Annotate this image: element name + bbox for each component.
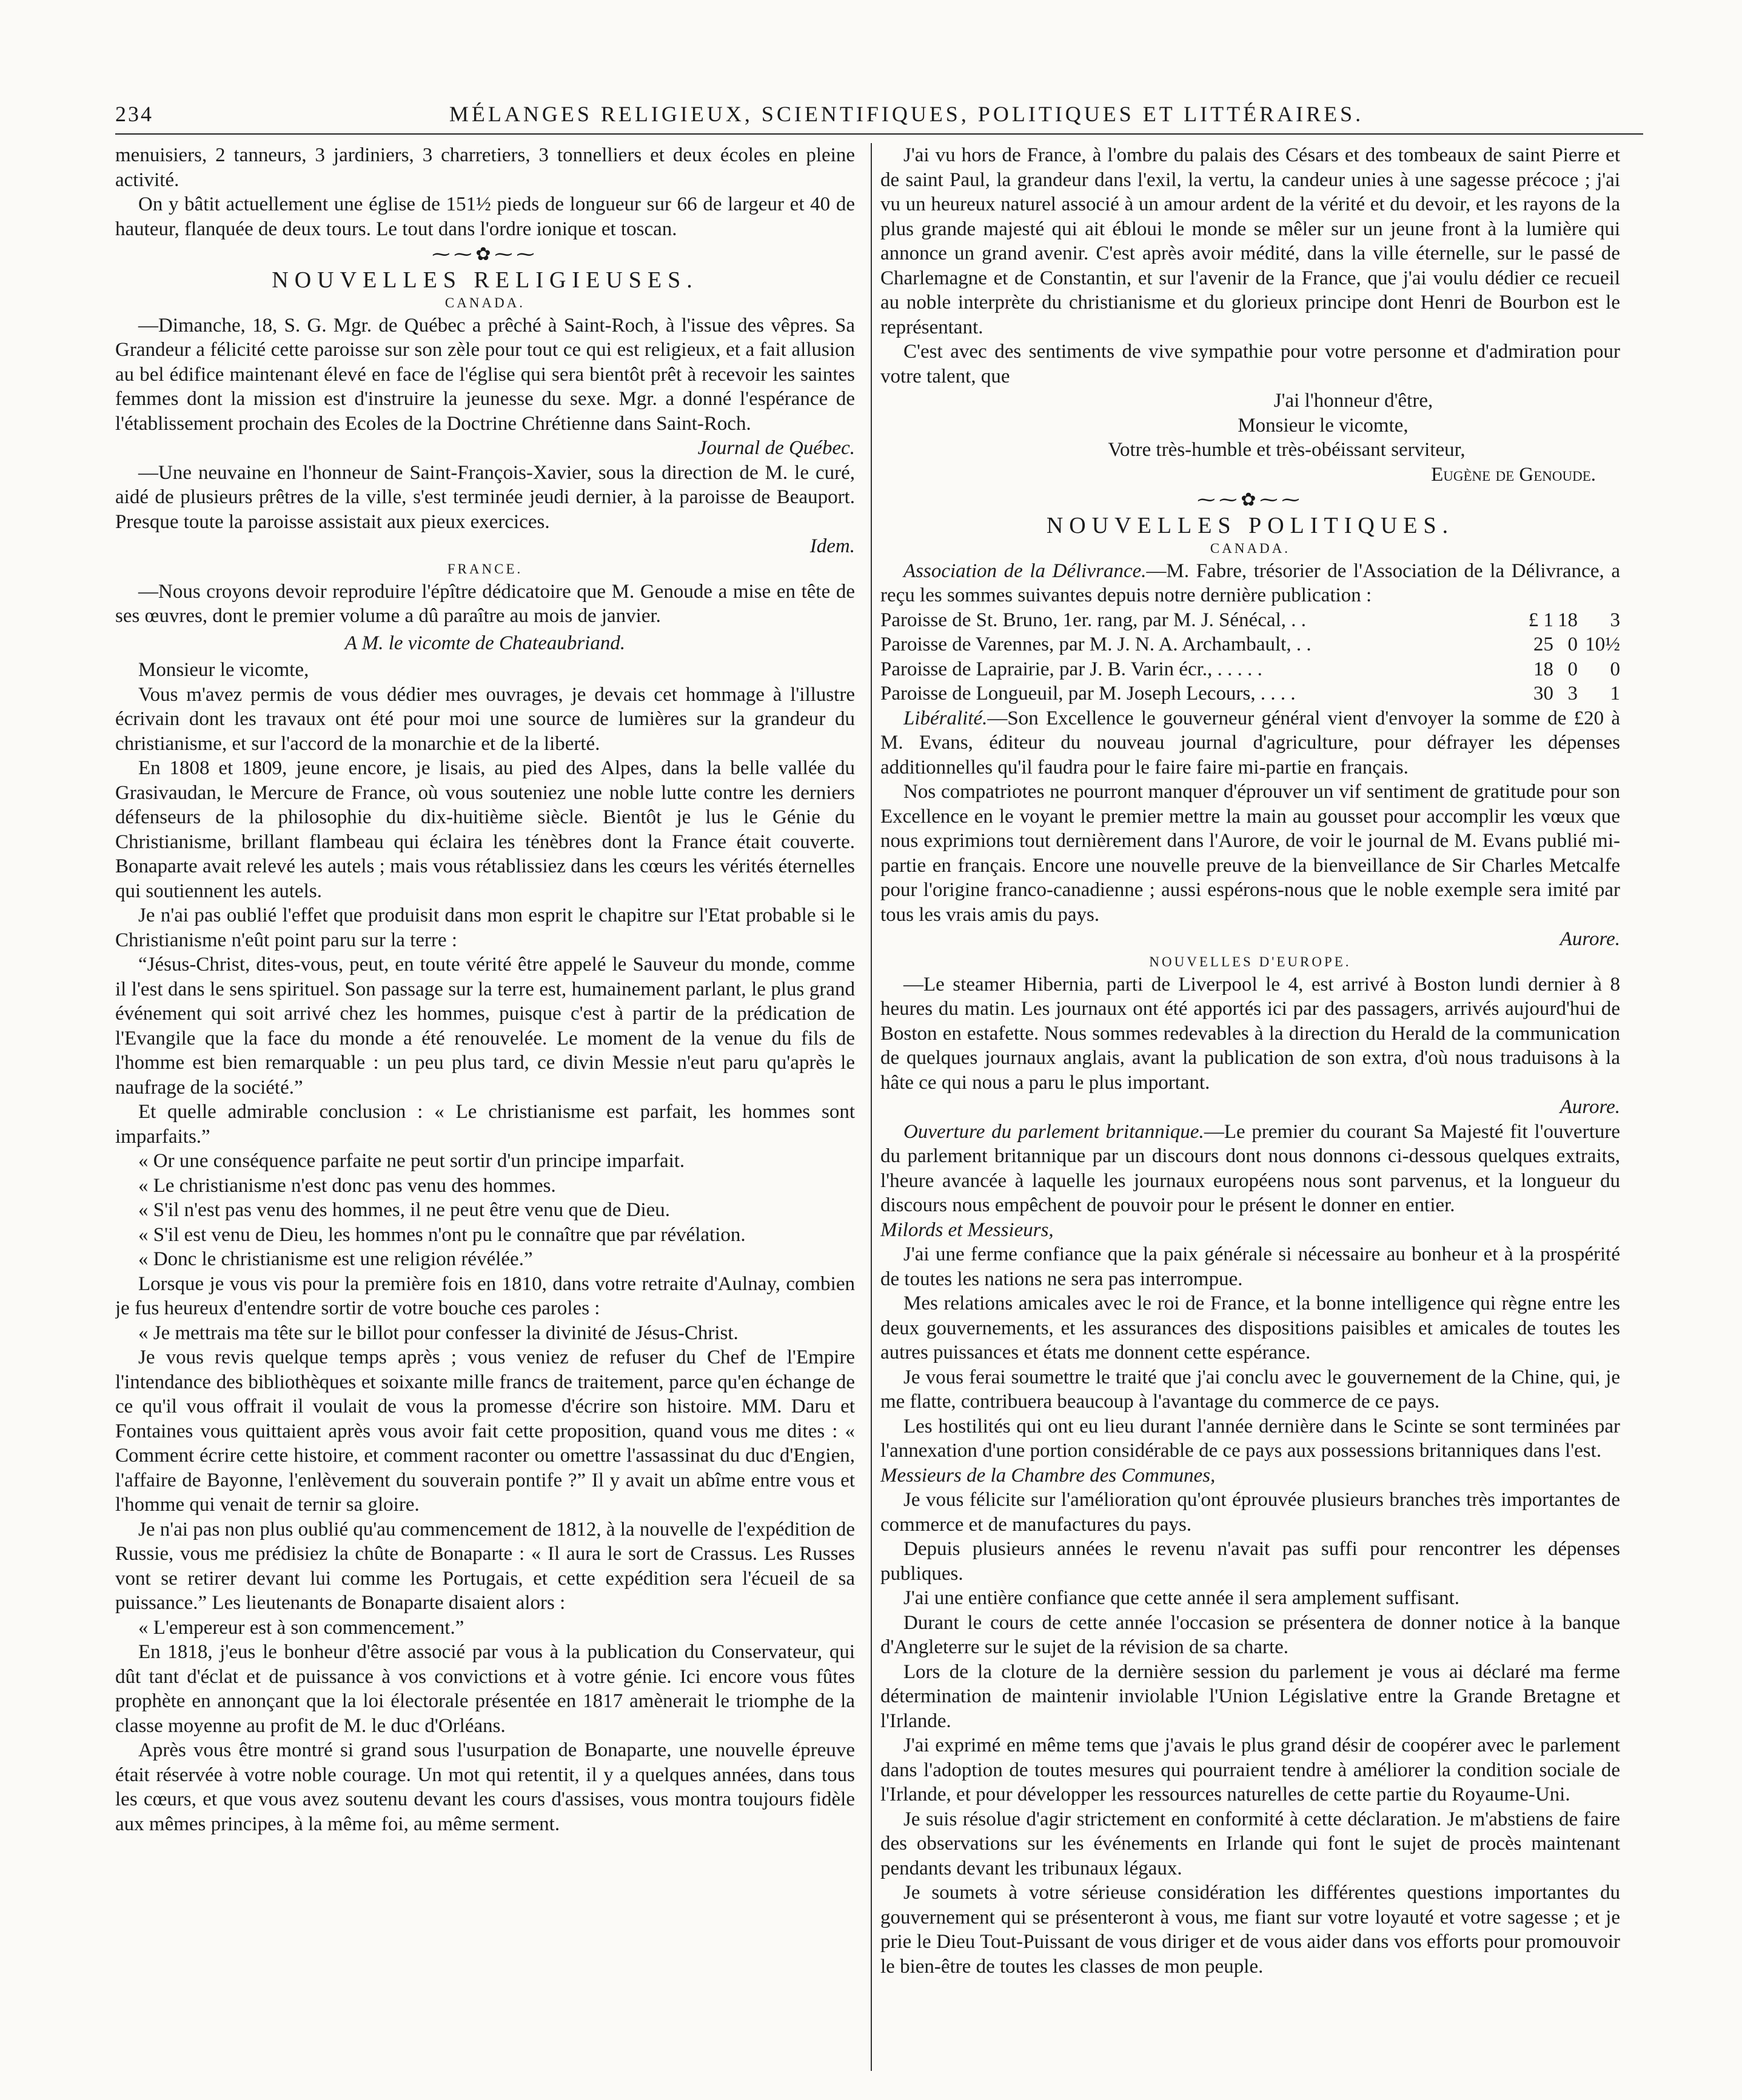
run-in-heading: Libéralité. [903, 707, 988, 729]
quote-line: « S'il n'est pas venu des hommes, il ne peut être venu que de Dieu. [138, 1199, 671, 1221]
paragraph: Je vous félicite sur l'amélioration qu'ont éprouvée plusieurs branches très importantes de commerce et de manufactures du pays. [880, 1489, 1620, 1536]
paragraph: J'ai une entière confiance que cette année il sera amplement suffisant. [903, 1587, 1460, 1609]
donation-row [880, 657, 1620, 682]
paragraph: —Une neuvaine en l'honneur de Saint-François-Xavier, sous la direction de M. le curé, aidé de plusieurs prêtres de la ville, s'est terminée jeudi dernier, à la paroisse de Beauport. Presque toute la paroisse assistait aux pieux exercices. [115, 461, 855, 533]
speech-salutation: Messieurs de la Chambre des Communes, [880, 1464, 1216, 1486]
paragraph: —Le steamer Hibernia, parti de Liverpool le 4, est arrivé à Boston lundi dernier à 8 heures du matin. Les journaux ont été apportés ici par des passagers, arrivés aujourd'hui de Boston en estafette. Nous sommes redevables à la direction du Herald de la communication de quelques journaux anglais, avant la publication de son extra, d'où nous traduisons à la hâte ce qui nous a paru le plus important. [880, 973, 1620, 1094]
header-rule [115, 133, 1643, 135]
donation-pounds: 25 [1533, 634, 1553, 655]
quote-line: « L'empereur est à son commencement.” [138, 1616, 464, 1639]
donation-row [880, 608, 1620, 633]
donation-label: Paroisse de Laprairie, par J. B. Varin écr., . . . . . [880, 658, 1262, 680]
donation-pence: 3 [1610, 609, 1620, 631]
paragraph: On y bâtit actuellement une église de 151½ pieds de longueur sur 66 de largeur et 40 de hauteur, flanquée de deux tours. Le tout dans l'ordre ionique et toscan. [115, 193, 855, 240]
running-title: MÉLANGES RELIGIEUX, SCIENTIFIQUES, POLITIQUES ET LITTÉRAIRES. [449, 102, 1364, 126]
paragraph [880, 706, 1620, 780]
closing-line: J'ai l'honneur d'être, [1273, 390, 1433, 412]
paragraph: —Dimanche, 18, S. G. Mgr. de Québec a prêché à Saint-Roch, à l'issue des vêpres. Sa Grandeur a félicité cette paroisse sur son zèle pour tout ce qui est religieux, et a fait allusion au bel édifice maintenant élevé en face de l'église qui sera bientôt prêt à recevoir les saintes femmes dont la mission est d'instruire la jeunesse du sexe. Mgr. a donné l'espérance de l'établissement prochain des Ecoles de la Doctrine Chrétienne dans Saint-Roch. [115, 314, 855, 435]
source-credit: Idem. [809, 535, 855, 557]
quote-line: « Le christianisme n'est donc pas venu des hommes. [138, 1174, 556, 1197]
paragraph: Je soumets à votre sérieuse considération les différentes questions importantes du gouvernement qui se présenteront à vous, me fiant sur votre loyauté et votre sagesse ; et je prie le Dieu Tout-Puissant de vous diriger et de vous aider dans vos efforts pour promouvoir le bien-être de toutes les classes de mon peuple. [880, 1882, 1620, 1978]
source-credit: Aurore. [1559, 1096, 1620, 1118]
paragraph: En 1808 et 1809, jeune encore, je lisais, au pied des Alpes, dans la belle vallée du Grasivaudan, le Mercure de France, où vous souteniez une noble lutte contre les derniers défenseurs de la philosophie du dix-huitième siècle. Bientôt je lus le Génie du Christianisme, brillant flambeau qui éclaira les ténèbres dont la France était couverte. Bonaparte avait relevé les autels ; mais vous rétablissiez dans les cœurs les vérités éternelles qui soutiennent les autels. [115, 757, 855, 902]
paragraph-text: —Son Excellence le gouverneur général vient d'envoyer la somme de £20 à M. Evans, éditeur du nouveau journal d'agriculture, pour défrayer les dépenses additionnelles qu'il faudra pour le faire faire mi-partie en français. [880, 707, 1620, 778]
paragraph-text: —Le premier du courant Sa Majesté fit l'ouverture du parlement britannique par un discours dont nous donnons ci-dessous quelques extraits, l'heure avancée à laquelle les journaux européens nous sont parvenus, et la longueur du discours nous empêchent de pouvoir pour le présent le donner en entier. [880, 1120, 1620, 1216]
paragraph: Je n'ai pas non plus oublié qu'au commencement de 1812, à la nouvelle de l'expédition de Russie, vous me prédisiez la chûte de Bonaparte : « Il aura le sort de Crassus. Les Russes vont se retirer devant lui comme les Portugais, et cette expédition sera l'écueil de sa puissance.” Les lieutenants de Bonaparte disaient alors : [115, 1518, 855, 1614]
paragraph: C'est avec des sentiments de vive sympathie pour votre personne et d'admiration pour votre talent, que [880, 341, 1620, 387]
paragraph: Mes relations amicales avec le roi de France, et la bonne intelligence qui règne entre les deux gouvernements, et les assurances des dispositions paisibles et amicales de toutes les autres puissances et états me donnent cette espérance. [880, 1292, 1620, 1363]
source-credit: Journal de Québec. [697, 437, 855, 459]
donation-shillings: 0 [1567, 634, 1578, 655]
quote-line: « Or une conséquence parfaite ne peut sortir d'un principe imparfait. [138, 1150, 685, 1172]
paragraph: Je n'ai pas oublié l'effet que produisit dans mon esprit le chapitre sur l'Etat probable si le Christianisme n'eût point paru sur la terre : [115, 905, 855, 951]
donation-label: Paroisse de Longueuil, par M. Joseph Lecours, . . . . [880, 683, 1296, 704]
paragraph: Les hostilités qui ont eu lieu durant l'année dernière dans le Scinte se sont terminées par l'annexation d'une portion considérable de ce pays aux possessions britanniques dans l'est. [880, 1415, 1620, 1462]
section-title-political: NOUVELLES POLITIQUES. [1046, 513, 1455, 538]
left-column [115, 143, 855, 2071]
paragraph [880, 559, 1620, 608]
paragraph: En 1818, j'eus le bonheur d'être associé par vous à la publication du Conservateur, qui dût tant d'éclat et de puissance à vos convictions et à votre génie. Ici encore vous fûtes prophète en annonçant que la loi électorale présentée en 1817 amènerait le triomphe de la classe moyenne au profit de M. le duc d'Orléans. [115, 1641, 855, 1737]
donation-pence: 10½ [1585, 634, 1620, 655]
donation-pounds: 18 [1533, 658, 1553, 680]
paragraph: Depuis plusieurs années le revenu n'avait pas suffi pour rencontrer les dépenses publiques. [880, 1538, 1620, 1585]
page-header [115, 96, 1643, 132]
paragraph: Lorsque je vous vis pour la première fois en 1810, dans votre retraite d'Aulnay, combien je fus heureux d'entendre sortir de votre bouche ces paroles : [115, 1272, 855, 1319]
paragraph: Et quelle admirable conclusion : « Le christianisme est parfait, les hommes sont imparfaits.” [115, 1101, 855, 1148]
donation-row [880, 681, 1620, 706]
donation-shillings: 0 [1567, 658, 1578, 680]
donation-shillings: 3 [1567, 683, 1578, 704]
signature: Eugène de Genoude. [1431, 463, 1596, 486]
donations-table [880, 608, 1620, 706]
paragraph: Vous m'avez permis de vous dédier mes ouvrages, je devais cet hommage à l'illustre écrivain dont les travaux ont été pour moi une source de lumières sur la grandeur du christianisme, et sur l'accord de la monarchie et de la liberté. [115, 683, 855, 755]
closing-line: Monsieur le vicomte, [1238, 414, 1409, 436]
quote-line: « Je mettrais ma tête sur le billot pour confesser la divinité de Jésus-Christ. [138, 1322, 739, 1344]
page-number: 234 [115, 102, 153, 126]
donation-shillings: 18 [1558, 609, 1578, 631]
donation-label: Paroisse de Varennes, par M. J. N. A. Archambault, . . [880, 634, 1312, 655]
donation-pounds: £ 1 [1528, 609, 1553, 631]
section-title-religious: NOUVELLES RELIGIEUSES. [272, 267, 698, 293]
paragraph: Je vous ferai soumettre le traité que j'ai conclu avec le gouvernement de la Chine, qui, je me flatte, contribuera beaucoup à l'avantage du commerce de ce pays. [880, 1366, 1620, 1413]
source-credit: Aurore. [1559, 928, 1620, 950]
subhead-europe: NOUVELLES D'EUROPE. [1149, 954, 1352, 969]
run-in-heading: Ouverture du parlement britannique. [903, 1120, 1204, 1143]
paragraph: Lors de la cloture de la dernière session du parlement je vous ai déclaré ma ferme détermination de maintenir inviolable l'Union Législative entre la Grande Bretagne et l'Irlande. [880, 1660, 1620, 1732]
paragraph [880, 1120, 1620, 1218]
donation-label: Paroisse de St. Bruno, 1er. rang, par M. J. Sénécal, . . [880, 609, 1307, 631]
quote-line: « Donc le christianisme est une religion révélée.” [138, 1248, 533, 1270]
donation-pounds: 30 [1533, 683, 1553, 704]
paragraph: J'ai exprimé en même tems que j'avais le plus grand désir de coopérer avec le parlement dans l'adoption de toutes mesures qui pourraient tendre à améliorer la condition sociale de l'Irlande, et pour développer les ressources naturelles de cette partie du Royaume-Uni. [880, 1734, 1620, 1805]
quote-paragraph: “Jésus-Christ, dites-vous, peut, en toute vérité être appelé le Sauveur du monde, comme il l'est dans le sens spirituel. Son passage sur la terre est, humainement parlant, le plus grand événement qui soit arrivé chez les hommes, puisque c'est à partir de la prédication de l'Evangile que la face du monde a été renouvelée. Le moment de la venue du fils de l'homme est bien remarquable : un peu plus tard, ce divin Messie n'eut paru qu'après le naufrage de la société.” [115, 954, 855, 1098]
subhead-canada: CANADA. [444, 295, 526, 310]
paragraph: Nos compatriotes ne pourront manquer d'éprouver un vif sentiment de gratitude pour son Excellence en le voyant le premier mettre la main au gousset pour accomplir les vœux que nous exprimions tout dernièrement dans l'Aurore, de voir le journal de M. Evans publié mi-partie en français. Encore une nouvelle preuve de la bienveillance de Sir Charles Metcalfe pour l'origine franco-canadienne ; aussi espérons-nous que le noble exemple sera imité par tous les vrais amis du pays. [880, 781, 1620, 926]
donation-pence: 0 [1610, 658, 1620, 680]
section-ornament: ⁓⁓✿⁓⁓ [432, 244, 538, 264]
donation-pence: 1 [1610, 683, 1620, 704]
subhead-canada: CANADA. [1210, 540, 1291, 556]
run-in-heading: Association de la Délivrance. [903, 560, 1147, 582]
quote-line: « S'il est venu de Dieu, les hommes n'ont pu le connaître que par révélation. [138, 1223, 746, 1246]
letter-title: A M. le vicomte de Chateaubriand. [344, 632, 626, 654]
paragraph: menuisiers, 2 tanneurs, 3 jardiniers, 3 charretiers, 3 tonnelliers et deux écoles en pleine activité. [115, 144, 855, 191]
column-divider [871, 143, 872, 2071]
closing-line: Votre très-humble et très-obéissant serviteur, [1108, 439, 1466, 461]
speech-salutation: Milords et Messieurs, [880, 1219, 1054, 1241]
paragraph-text: —M. Fabre, trésorier de l'Association de la Délivrance, a reçu les sommes suivantes depuis notre dernière publication : [880, 560, 1620, 606]
letter-salutation: Monsieur le vicomte, [138, 659, 309, 681]
paragraph: J'ai vu hors de France, à l'ombre du palais des Césars et des tombeaux de saint Pierre et de saint Paul, la grandeur dans l'exil, la vertu, la candeur unies à une sagesse précoce ; j'ai vu un heureux naturel associé à un amour ardent de la vérité et du devoir, et les rayons de la plus grande majesté qui ait ébloui le monde se mêler sur un jeune front à la lumière qui annonce un grand avenir. C'est après avoir médité, dans la ville éternelle, sur le passé de Charlemagne et de Constantin, et sur l'avenir de la France, que j'ai voulu dédier ce recueil au noble interprète du christianisme et du glorieux principe dont Henri de Bourbon est le représentant. [880, 144, 1620, 338]
paragraph: Je suis résolue d'agir strictement en conformité à cette déclaration. Je m'abstiens de faire des observations sur les événements en Irlande qui font le sujet de procès maintenant pendants devant les tribunaux légaux. [880, 1808, 1620, 1879]
right-column [880, 143, 1620, 2071]
paragraph: —Nous croyons devoir reproduire l'épître dédicatoire que M. Genoude a mise en tête de ses œuvres, dont le premier volume a dû paraître au mois de janvier. [115, 580, 855, 627]
paragraph: Je vous revis quelque temps après ; vous veniez de refuser du Chef de l'Empire l'intendance des bibliothèques et soixante mille francs de traitement, parce qu'en échange de ce qu'il vous offrait il voulait de vous la promesse d'écrire son histoire. MM. Daru et Fontaines vous quittaient après vous avoir fait cette proposition, quand vous me dites : « Comment écrire cette histoire, et comment raconter ou omettre l'assassinat du duc d'Engien, l'affaire de Bayonne, l'enlèvement du souverain pontife ?” Il y avait un abîme entre vous et l'homme qui venait de ternir sa gloire. [115, 1346, 855, 1516]
paragraph: J'ai une ferme confiance que la paix générale si nécessaire au bonheur et à la prospérité de toutes les nations ne sera pas interrompue. [880, 1243, 1620, 1290]
paragraph: Après vous être montré si grand sous l'usurpation de Bonaparte, une nouvelle épreuve était réservée à votre noble courage. Un mot qui retentit, il y a quelques années, dans tous les cœurs, et que vous avez soutenu devant les cours d'assises, vous montra toujours fidèle aux mêmes principes, à la même foi, au même serment. [115, 1739, 855, 1835]
subhead-france: FRANCE. [447, 561, 523, 577]
section-ornament: ⁓⁓✿⁓⁓ [1197, 490, 1304, 510]
donation-row [880, 632, 1620, 657]
paragraph: Durant le cours de cette année l'occasion se présentera de donner notice à la banque d'Angleterre sur le sujet de la révision de sa charte. [880, 1611, 1620, 1658]
